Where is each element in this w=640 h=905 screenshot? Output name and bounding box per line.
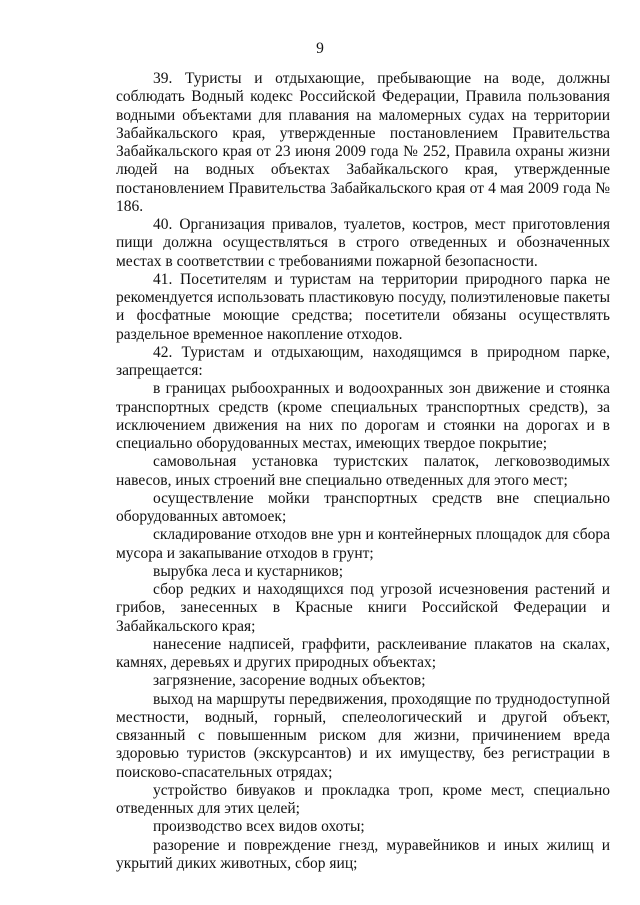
prohibition-item: складирование отходов вне урн и контейнерных площадок для сбора мусора и закапывание отходов в грунт; bbox=[116, 526, 610, 562]
paragraph-39: 39. Туристы и отдыхающие, пребывающие на воде, должны соблюдать Водный кодекс Российской Федерации, Правила пользования водными объектами для плавания на маломерных судах на территории Забайкальского края, утвержденные постановлением Правительства Забайкальского края от 23 июня 2009 года № 252, Правила охраны жизни людей на водных объектах Забайкальского края, утвержденные постановлением Правительства Забайкальского края от 4 мая 2009 года № 186. bbox=[116, 70, 610, 215]
document-body bbox=[116, 70, 610, 873]
paragraph-40: 40. Организация привалов, туалетов, костров, мест приготовления пищи должна осуществляться в строго отведенных и обозначенных местах в соответствии с требованиями пожарной безопасности. bbox=[116, 216, 610, 270]
prohibition-item: загрязнение, засорение водных объектов; bbox=[153, 672, 426, 690]
prohibition-item: нанесение надписей, граффити, расклеивание плакатов на скалах, камнях, деревьях и других природных объектах; bbox=[116, 635, 610, 671]
page-number: 9 bbox=[316, 40, 324, 57]
prohibition-item: осуществление мойки транспортных средств вне специально оборудованных автомоек; bbox=[116, 489, 610, 525]
prohibition-item: самовольная установка туристских палаток, легковозводимых навесов, иных строений вне специально отведенных для этого мест; bbox=[116, 453, 610, 489]
prohibition-item: выход на маршруты передвижения, проходящие по труднодоступной местности, водный, горный, спелеологический и другой объект, связанный с повышенным риском для жизни, причинением вреда здоровью туристов (экскурсантов) и их имуществу, без регистрации в поисково-спасательных отрядах; bbox=[116, 690, 610, 781]
paragraph-42: 42. Туристам и отдыхающим, находящимся в природном парке, запрещается: bbox=[116, 343, 610, 379]
prohibition-item: производство всех видов охоты; bbox=[153, 818, 365, 836]
prohibition-item: разорение и повреждение гнезд, муравейников и иных жилищ и укрытий диких животных, сбор яиц; bbox=[116, 836, 610, 872]
prohibition-item: вырубка леса и кустарников; bbox=[153, 562, 343, 580]
prohibition-item: устройство бивуаков и прокладка троп, кроме мест, специально отведенных для этих целей; bbox=[116, 781, 610, 817]
prohibition-item: в границах рыбоохранных и водоохранных зон движение и стоянка транспортных средств (кроме специальных транспортных средств), за исключением движения на них по дорогам и стоянки на дорогах и в специально оборудованных местах, имеющих твердое покрытие; bbox=[116, 380, 610, 452]
paragraph-41: 41. Посетителям и туристам на территории природного парка не рекомендуется использовать пластиковую посуду, полиэтиленовые пакеты и фосфатные моющие средства; посетители обязаны осуществлять раздельное временное накопление отходов. bbox=[116, 270, 610, 343]
prohibition-item: сбор редких и находящихся под угрозой исчезновения растений и грибов, занесенных в Красные книги Российской Федерации и Забайкальского края; bbox=[116, 581, 610, 635]
